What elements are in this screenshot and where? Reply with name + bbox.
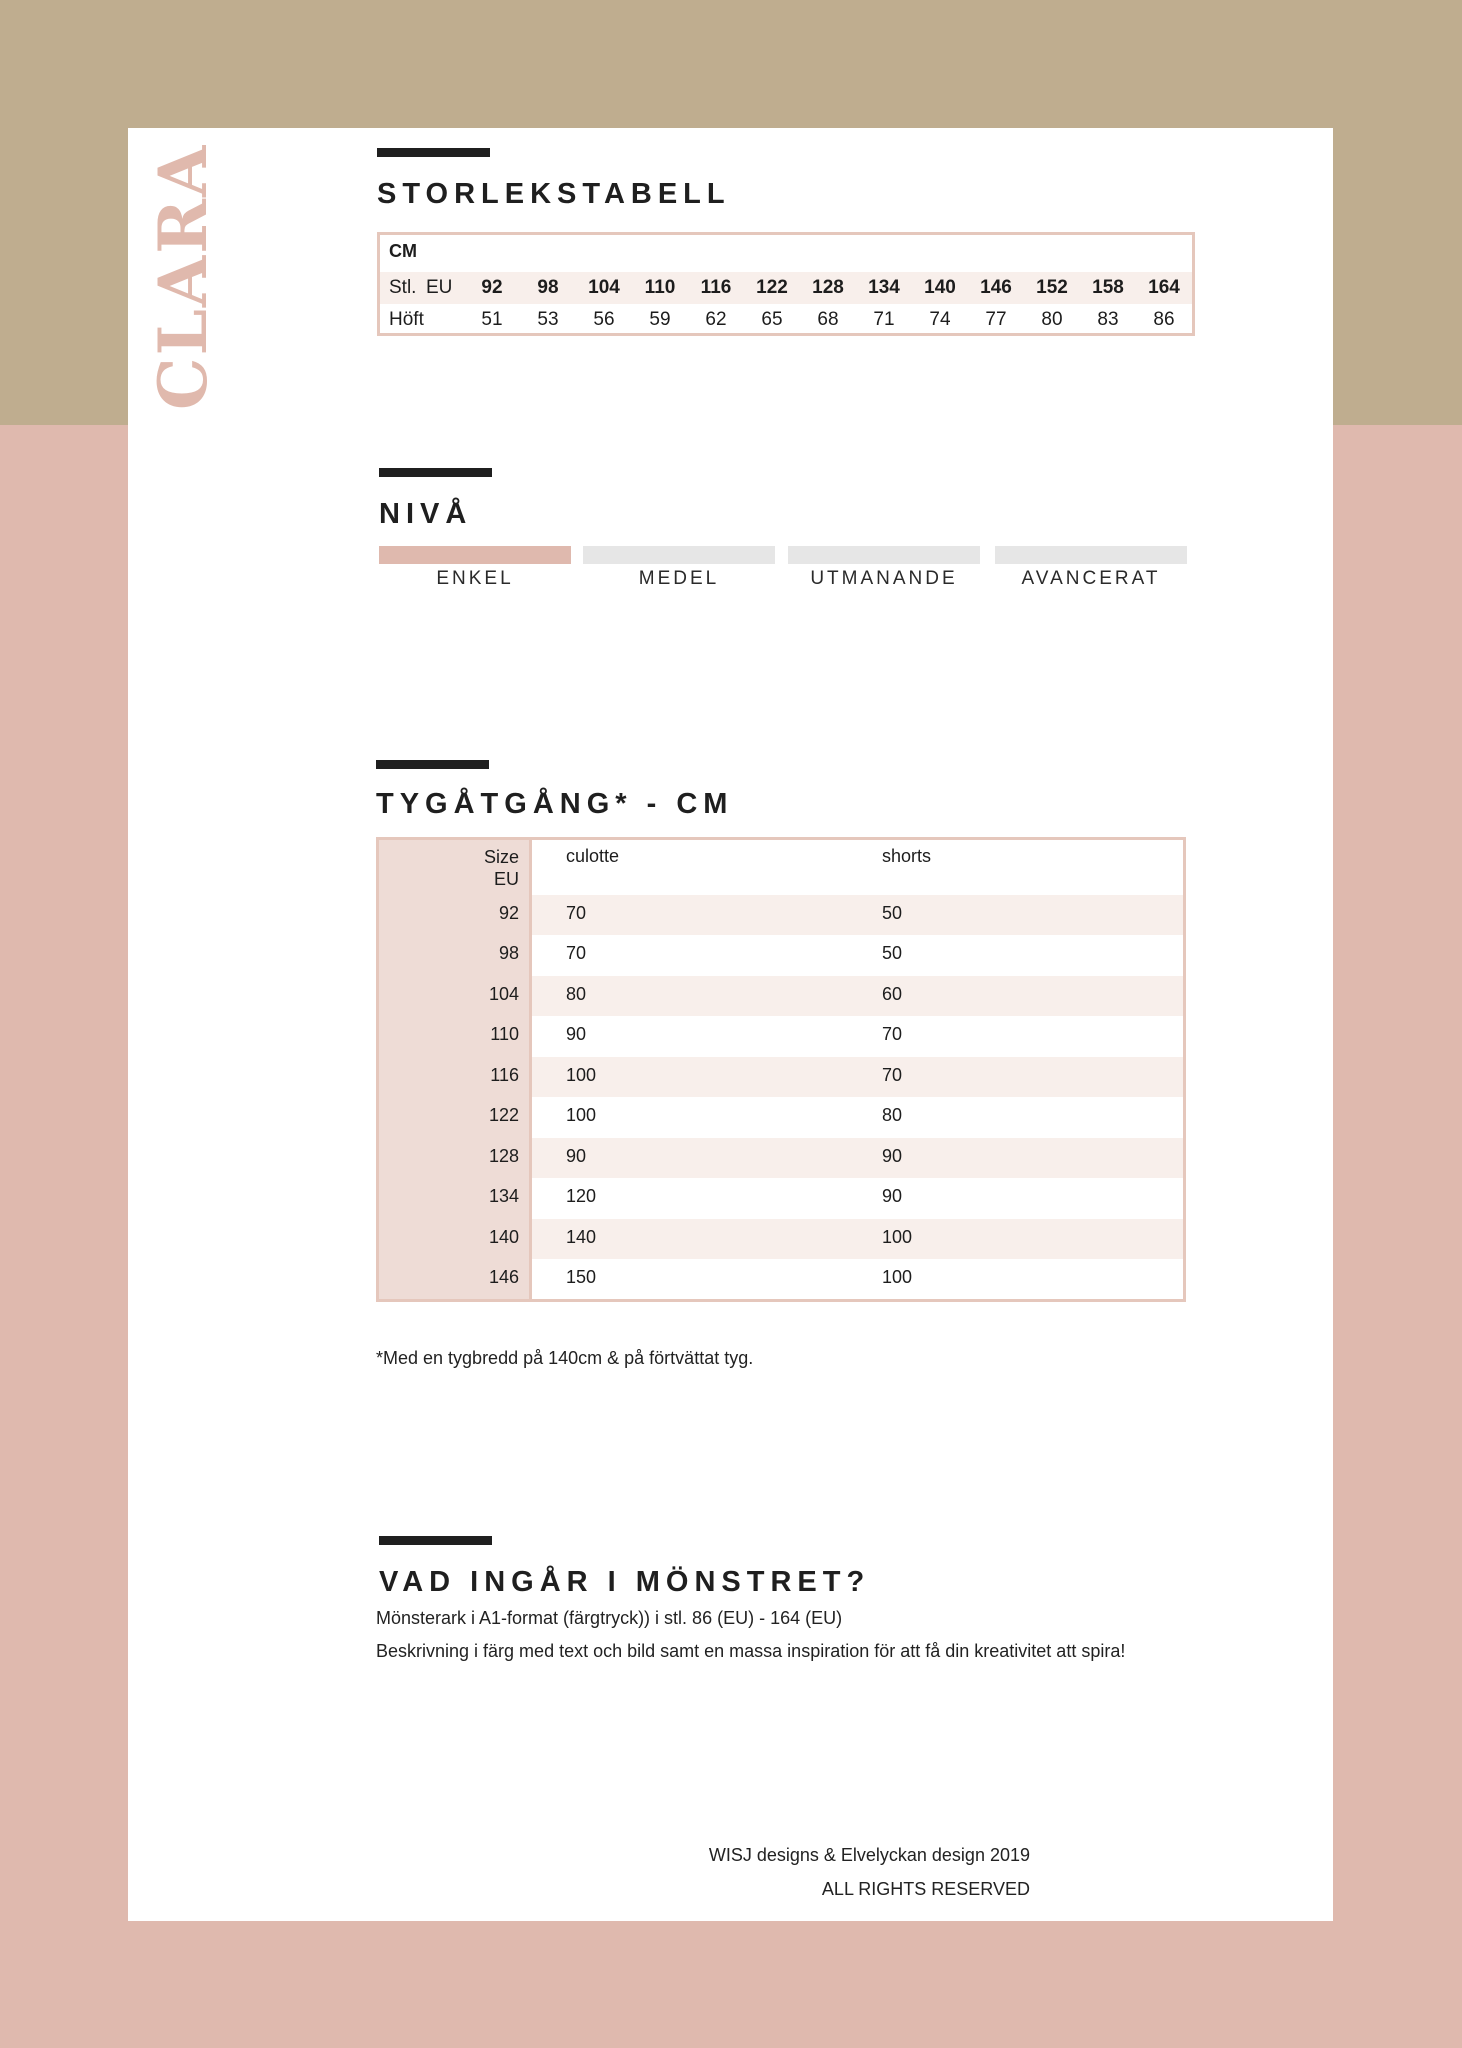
level-bar-medel bbox=[583, 546, 775, 564]
size-cell: 92 bbox=[481, 277, 503, 298]
level-label: ENKEL bbox=[436, 568, 514, 589]
size-cell: 158 bbox=[1092, 277, 1124, 298]
row-culotte: 150 bbox=[566, 1267, 597, 1287]
hip-cell: 51 bbox=[481, 309, 503, 330]
footer-credit: WISJ designs & Elvelyckan design 2019 bbox=[708, 1845, 1030, 1865]
fabric-note: *Med en tygbredd på 140cm & på förtvättat tyg. bbox=[376, 1348, 754, 1368]
size-table-unit: CM bbox=[389, 241, 417, 261]
size-table bbox=[377, 232, 1195, 336]
row-size: 122 bbox=[488, 1105, 519, 1125]
includes-heading: VAD INGÅR I MÖNSTRET? bbox=[379, 1566, 871, 1598]
hip-cell: 83 bbox=[1097, 309, 1119, 330]
size-cell: 146 bbox=[980, 277, 1012, 298]
hip-cell: 71 bbox=[873, 309, 895, 330]
row-size: 98 bbox=[498, 943, 519, 963]
level-heading: NIVÅ bbox=[379, 498, 473, 530]
size-row-hip bbox=[380, 304, 1192, 336]
size-cell: 98 bbox=[537, 277, 559, 298]
table-row bbox=[379, 1219, 1183, 1259]
row-shorts: 60 bbox=[882, 984, 903, 1004]
level-label: UTMANANDE bbox=[810, 568, 958, 589]
hip-cell: 53 bbox=[537, 309, 559, 330]
table-row bbox=[379, 976, 1183, 1016]
table-row bbox=[379, 1097, 1183, 1137]
brand-title: CLARA bbox=[144, 143, 222, 410]
table-row bbox=[379, 895, 1183, 935]
shorts-header: shorts bbox=[882, 846, 932, 866]
table-row bbox=[379, 1138, 1183, 1178]
culotte-header: culotte bbox=[566, 846, 620, 866]
row-culotte: 140 bbox=[566, 1227, 597, 1247]
row-shorts: 90 bbox=[882, 1146, 903, 1166]
row-size: 116 bbox=[490, 1065, 519, 1085]
section-divider-bar bbox=[377, 148, 490, 157]
hip-cell: 86 bbox=[1153, 309, 1175, 330]
level-label: AVANCERAT bbox=[1021, 568, 1161, 589]
row-culotte: 80 bbox=[566, 984, 587, 1004]
row-size: 134 bbox=[488, 1186, 519, 1206]
hip-cell: 56 bbox=[593, 309, 615, 330]
hip-cell: 62 bbox=[705, 309, 727, 330]
size-cell: 116 bbox=[700, 277, 732, 298]
size-row-eu bbox=[380, 272, 1192, 304]
size-header-line: Size bbox=[483, 847, 519, 867]
row-size: 146 bbox=[488, 1267, 519, 1287]
row-shorts: 50 bbox=[882, 903, 903, 923]
row-culotte: 90 bbox=[566, 1024, 587, 1044]
section-divider-bar bbox=[376, 760, 489, 769]
row-size: 110 bbox=[490, 1024, 519, 1044]
level-bar-utmanande bbox=[788, 546, 980, 564]
row-shorts: 100 bbox=[882, 1227, 913, 1247]
row-shorts: 70 bbox=[882, 1065, 903, 1085]
includes-line: Mönsterark i A1-format (färgtryck)) i stl. 86 (EU) - 164 (EU) bbox=[376, 1608, 843, 1628]
includes-line: Beskrivning i färg med text och bild samt en massa inspiration för att få din kreativitet att spira! bbox=[376, 1641, 1126, 1661]
size-cell: 110 bbox=[644, 277, 676, 298]
size-cell: 128 bbox=[812, 277, 844, 298]
hip-cell: 68 bbox=[817, 309, 839, 330]
fabric-size-header bbox=[379, 846, 519, 890]
level-label: MEDEL bbox=[638, 568, 720, 589]
row-shorts: 80 bbox=[882, 1105, 903, 1125]
fabric-heading: TYGÅTGÅNG* - CM bbox=[376, 788, 734, 820]
size-row-label: Stl. bbox=[389, 277, 417, 298]
size-cell: 140 bbox=[924, 277, 956, 298]
size-row-label-eu: EU bbox=[426, 277, 453, 298]
table-row bbox=[379, 1259, 1183, 1299]
fabric-table bbox=[376, 837, 1186, 1302]
size-header-line: EU bbox=[493, 869, 519, 889]
hip-cell: 74 bbox=[929, 309, 951, 330]
table-row bbox=[379, 1178, 1183, 1218]
hip-cell: 65 bbox=[761, 309, 783, 330]
size-cell: 122 bbox=[756, 277, 788, 298]
row-culotte: 120 bbox=[566, 1186, 597, 1206]
hip-cell: 77 bbox=[985, 309, 1007, 330]
row-shorts: 100 bbox=[882, 1267, 913, 1287]
row-size: 104 bbox=[488, 984, 519, 1004]
size-cell: 152 bbox=[1036, 277, 1068, 298]
size-cell: 104 bbox=[588, 277, 620, 298]
size-cell: 164 bbox=[1148, 277, 1180, 298]
table-row bbox=[379, 935, 1183, 975]
table-row bbox=[379, 1057, 1183, 1097]
row-size: 92 bbox=[498, 903, 519, 923]
size-table-heading: STORLEKSTABELL bbox=[377, 178, 731, 210]
row-culotte: 70 bbox=[566, 903, 587, 923]
table-row bbox=[379, 1016, 1183, 1056]
row-culotte: 100 bbox=[566, 1065, 597, 1085]
row-culotte: 70 bbox=[566, 943, 587, 963]
hip-cell: 59 bbox=[649, 309, 671, 330]
row-shorts: 70 bbox=[882, 1024, 903, 1044]
row-culotte: 90 bbox=[566, 1146, 587, 1166]
row-size: 128 bbox=[488, 1146, 519, 1166]
size-cell: 134 bbox=[868, 277, 900, 298]
section-divider-bar bbox=[379, 468, 492, 477]
level-bar-enkel bbox=[379, 546, 571, 564]
row-size: 140 bbox=[488, 1227, 519, 1247]
level-bar-avancerat bbox=[995, 546, 1187, 564]
section-divider-bar bbox=[379, 1536, 492, 1545]
row-shorts: 90 bbox=[882, 1186, 903, 1206]
hip-cell: 80 bbox=[1041, 309, 1063, 330]
row-culotte: 100 bbox=[566, 1105, 597, 1125]
footer-rights: ALL RIGHTS RESERVED bbox=[821, 1879, 1030, 1899]
row-shorts: 50 bbox=[882, 943, 903, 963]
hip-row-label: Höft bbox=[389, 309, 424, 330]
